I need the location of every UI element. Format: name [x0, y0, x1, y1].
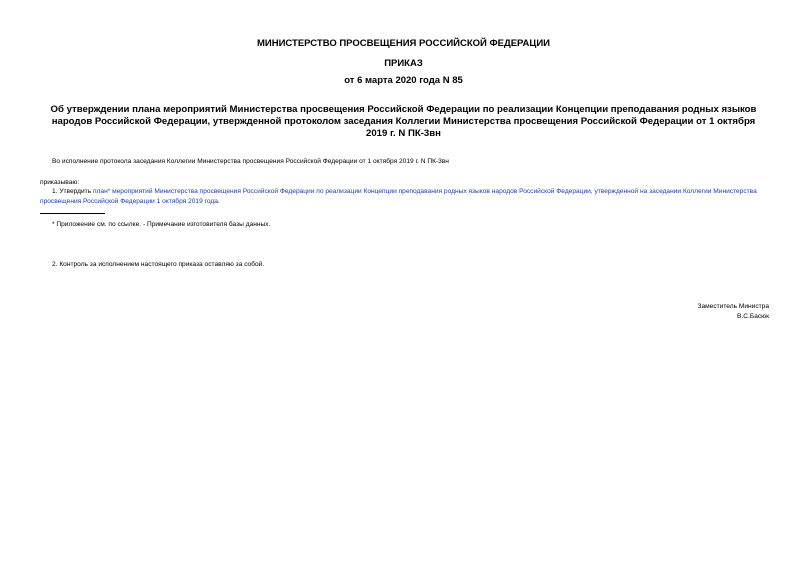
- ministry-heading: МИНИСТЕРСТВО ПРОСВЕЩЕНИЯ РОССИЙСКОЙ ФЕДЕРАЦИИ: [256, 38, 551, 49]
- footnote-divider: [40, 213, 105, 214]
- signatory-title: Заместитель Министра: [697, 303, 769, 310]
- order-item-1: [40, 187, 770, 206]
- document-subject-title: Об утверждении плана мероприятий Министерства просвещения Российской Федерации по реализации Концепции преподавания родных языков народов Российской Федерации, утвержденной протоколом заседания Коллегии Министерства просвещения Российской Федерации от 1 октября 2019 г. N ПК-3вн: [50, 104, 757, 139]
- order-item-1-prefix: 1. Утвердить: [52, 188, 93, 195]
- signatory-name: В.С.Басюк: [737, 313, 769, 320]
- footnote: * Приложение см. по ссылке. - Примечание изготовителя базы данных.: [52, 221, 271, 228]
- intro-paragraph: Во исполнение протокола заседания Коллегии Министерства просвещения Российской Федерации от 1 октября 2019 г. N ПК-3вн: [52, 158, 449, 165]
- document-date-number: от 6 марта 2020 года N 85: [344, 75, 463, 86]
- document-type-heading: ПРИКАЗ: [384, 58, 423, 69]
- orders-word: приказываю:: [40, 179, 80, 186]
- plan-link[interactable]: план* мероприятий Министерства просвещения Российской Федерации по реализации Концепции преподавания родных языков народов Российской Федерации, утвержденной на заседании Коллегии Министерства просвещения Российской Федерации 1 октября 2019 года: [40, 188, 757, 205]
- order-item-1-suffix: .: [217, 197, 220, 205]
- order-item-2: 2. Контроль за исполнением настоящего приказа оставляю за собой.: [52, 261, 265, 268]
